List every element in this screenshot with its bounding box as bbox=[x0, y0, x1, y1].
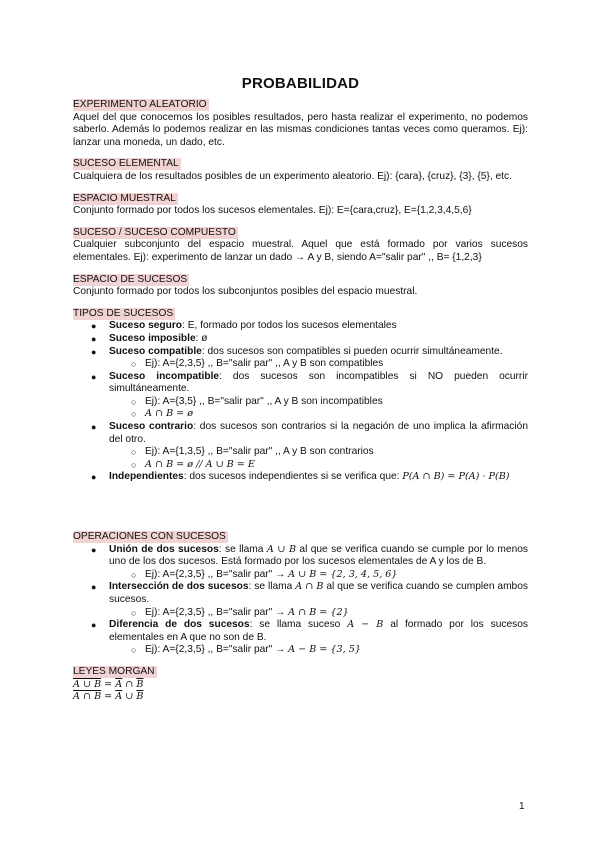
circle-bullet-icon: ○ bbox=[131, 607, 137, 618]
math-expression: $\overline{A}$ bbox=[115, 678, 123, 690]
math-expression: A − B = {3, 5} bbox=[288, 644, 361, 656]
sub-list-item bbox=[73, 459, 528, 472]
example: Ej): A={2,3,5} ,, B="salir par" → bbox=[145, 606, 289, 618]
section-leyes-morgan bbox=[73, 666, 528, 704]
section-text: Cualquiera de los resultados posibles de un experimento aleatorio. Ej): {cara}, {cruz}, {3}, {5}, etc. bbox=[73, 170, 512, 182]
section-tipos-sucesos bbox=[73, 308, 528, 484]
list-item bbox=[73, 471, 528, 484]
term: Suceso incompatible bbox=[109, 370, 220, 382]
definition: : se llama bbox=[248, 581, 296, 593]
section-heading: LEYES MORGAN bbox=[73, 665, 155, 677]
circle-bullet-icon: ○ bbox=[131, 359, 137, 370]
sub-list-item bbox=[73, 644, 528, 657]
math-expression: A ∩ B = ø // A ∪ B = E bbox=[145, 458, 255, 470]
bullet-icon: ● bbox=[91, 371, 97, 382]
list-item bbox=[73, 371, 528, 396]
example: Ej): A={2,3,5} ,, B="salir par" → bbox=[145, 568, 289, 580]
bullet-icon: ● bbox=[91, 582, 97, 593]
definition: : se llama bbox=[218, 543, 267, 555]
example: Ej): A={1,3,5} ,, B="salir par" ,, A y B son contrarios bbox=[145, 446, 374, 458]
sub-list-item bbox=[73, 607, 528, 620]
term: Suceso seguro bbox=[109, 320, 183, 332]
list-item bbox=[73, 421, 528, 446]
section-text: Conjunto formado por todos los sucesos elementales. Ej): E={cara,cruz}, E={1,2,3,4,5,6} bbox=[73, 205, 472, 217]
math-expression: $\overline{A}$ bbox=[115, 691, 123, 703]
page-number: 1 bbox=[519, 801, 525, 812]
definition: : ø bbox=[195, 332, 208, 344]
bullet-icon: ● bbox=[91, 620, 97, 631]
sub-list-item bbox=[73, 446, 528, 459]
section-heading: ESPACIO DE SUCESOS bbox=[73, 273, 188, 285]
math-expression: P(A ∩ B) = P(A) · P(B) bbox=[402, 471, 510, 483]
term: Independientes bbox=[109, 471, 184, 483]
sub-list-item bbox=[73, 396, 528, 409]
bullet-icon: ● bbox=[91, 422, 97, 433]
bullet-icon: ● bbox=[91, 472, 97, 483]
section-espacio-sucesos bbox=[73, 274, 528, 299]
sub-list-item bbox=[73, 569, 528, 582]
document-page bbox=[73, 75, 528, 713]
math-expression: $\overline{B}$ bbox=[136, 691, 144, 703]
definition: : E, formado por todos los sucesos elementales bbox=[182, 320, 397, 332]
section-elemental bbox=[73, 158, 528, 183]
example: Ej): A={3,5} ,, B="salir par" ,, A y B son incompatibles bbox=[145, 395, 383, 407]
circle-bullet-icon: ○ bbox=[131, 645, 137, 656]
circle-bullet-icon: ○ bbox=[131, 447, 137, 458]
math-expression: = bbox=[101, 678, 116, 690]
section-text: Aquel del que conocemos los posibles resultados, pero hasta realizar el experimento, no podemos saberlo. Además lo podemos realizar en las mismas condiciones tantas veces como queramos. Ej): lanzar una moneda, un dado, etc. bbox=[73, 111, 528, 148]
section-heading: TIPOS DE SUCESOS bbox=[73, 307, 174, 319]
section-heading: OPERACIONES CON SUCESOS bbox=[73, 531, 226, 543]
term: Suceso contrario bbox=[109, 421, 194, 433]
morgan-law-1 bbox=[73, 679, 528, 692]
example: Ej): A={2,3,5} ,, B="salir par" ,, A y B son compatibles bbox=[145, 358, 384, 370]
term: Unión de dos sucesos bbox=[109, 543, 219, 555]
example: Ej): A={2,3,5} ,, B="salir par" → bbox=[145, 644, 289, 656]
section-heading: SUCESO / SUCESO COMPUESTO bbox=[73, 226, 236, 238]
list-item bbox=[73, 619, 528, 644]
bullet-icon: ● bbox=[91, 321, 97, 332]
section-espacio-muestral bbox=[73, 193, 528, 218]
sub-list-item bbox=[73, 358, 528, 371]
section-heading: EXPERIMENTO ALEATORIO bbox=[73, 99, 207, 110]
definition: al que se verifica cuando se cumplen ambos sucesos. bbox=[109, 581, 528, 605]
spacer bbox=[73, 493, 528, 531]
math-expression: A ∩ B = ø bbox=[145, 408, 194, 420]
math-expression: A ∩ B bbox=[295, 581, 324, 593]
math-expression: A ∪ B = {2, 3, 4, 5, 6} bbox=[288, 568, 398, 580]
bullet-icon: ● bbox=[91, 333, 97, 344]
section-heading: ESPACIO MUESTRAL bbox=[73, 192, 176, 204]
definition: al formado por los sucesos elementales en A que no son de B. bbox=[109, 619, 528, 643]
tipos-list bbox=[73, 320, 528, 484]
term: Suceso imposible bbox=[109, 332, 196, 344]
section-experimento bbox=[73, 99, 528, 149]
morgan-law-2 bbox=[73, 691, 528, 704]
section-suceso-compuesto bbox=[73, 227, 528, 265]
sub-list-item bbox=[73, 408, 528, 421]
circle-bullet-icon: ○ bbox=[131, 396, 137, 407]
section-text: Conjunto formado por todos los subconjuntos posibles del espacio muestral. bbox=[73, 286, 418, 298]
math-expression: ∩ bbox=[122, 678, 137, 690]
definition: : dos sucesos son incompatibles si NO pueden ocurrir simultáneamente. bbox=[109, 370, 528, 395]
math-expression: A ∩ B = {2} bbox=[288, 606, 349, 618]
page-title: PROBABILIDAD bbox=[241, 75, 360, 92]
list-item bbox=[73, 581, 528, 606]
math-expression: A ∪ B bbox=[73, 678, 102, 690]
math-expression: A ∪ B bbox=[266, 543, 297, 555]
operaciones-list bbox=[73, 544, 528, 657]
definition: al que se verifica cuando se cumple por lo menos uno de los dos sucesos. Está formado por los sucesos elementales de A y los de B. bbox=[109, 543, 529, 568]
circle-bullet-icon: ○ bbox=[131, 569, 137, 580]
circle-bullet-icon: ○ bbox=[131, 459, 137, 470]
list-item bbox=[73, 320, 528, 333]
term: Diferencia de dos sucesos bbox=[109, 619, 250, 631]
section-operaciones bbox=[73, 531, 528, 657]
math-expression: $\overline{B}$ bbox=[136, 678, 144, 690]
bullet-icon: ● bbox=[91, 346, 97, 357]
math-expression: A ∩ B bbox=[73, 691, 102, 703]
list-item bbox=[73, 333, 528, 346]
section-text: Cualquier subconjunto del espacio muestral. Aquel que está formado por varios sucesos elementales. Ej): experimento de lanzar un dado → A y B, siendo A="salir par" ,, B= {1,2,3} bbox=[73, 239, 528, 263]
list-item bbox=[73, 544, 528, 569]
math-expression: = bbox=[101, 691, 116, 703]
section-heading: SUCESO ELEMENTAL bbox=[73, 158, 179, 170]
circle-bullet-icon: ○ bbox=[131, 409, 137, 420]
term: Intersección de dos sucesos bbox=[109, 581, 249, 593]
term: Suceso compatible bbox=[109, 345, 202, 357]
definition: : dos sucesos son compatibles si pueden ocurrir simultáneamente. bbox=[201, 345, 503, 357]
math-expression: A − B bbox=[347, 619, 384, 631]
math-expression: ∪ bbox=[122, 691, 137, 703]
definition: : dos sucesos independientes si se verifica que: bbox=[183, 471, 403, 483]
bullet-icon: ● bbox=[91, 544, 97, 555]
definition: : dos sucesos son contrarios si la negación de uno implica la afirmación del otro. bbox=[109, 421, 528, 445]
list-item bbox=[73, 346, 528, 359]
definition: : se llama suceso bbox=[249, 619, 348, 631]
